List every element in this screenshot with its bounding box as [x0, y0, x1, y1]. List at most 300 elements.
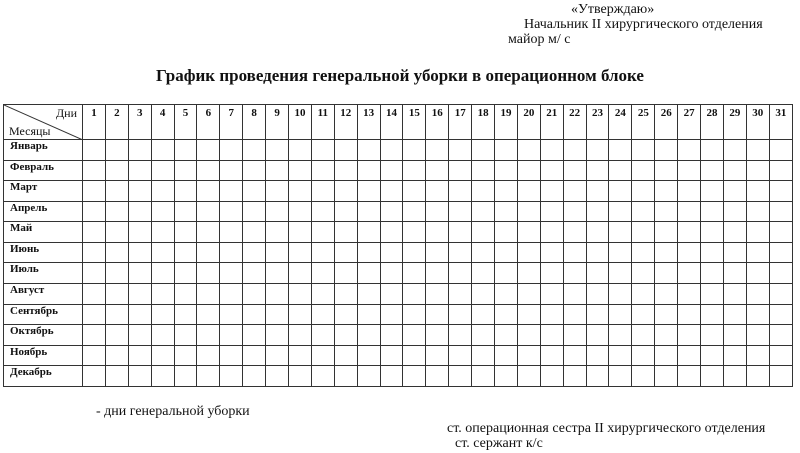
day-cell[interactable]: [289, 222, 312, 243]
day-cell[interactable]: [655, 242, 678, 263]
day-cell[interactable]: [769, 242, 792, 263]
day-cell[interactable]: [449, 160, 472, 181]
day-cell[interactable]: [678, 160, 701, 181]
day-cell[interactable]: [495, 181, 518, 202]
day-cell[interactable]: [311, 201, 334, 222]
day-cell[interactable]: [586, 366, 609, 387]
day-cell[interactable]: [540, 325, 563, 346]
day-cell[interactable]: [517, 325, 540, 346]
day-cell[interactable]: [289, 181, 312, 202]
day-cell[interactable]: [701, 181, 724, 202]
day-cell[interactable]: [266, 140, 289, 161]
day-cell[interactable]: [151, 366, 174, 387]
day-cell[interactable]: [105, 263, 128, 284]
day-cell[interactable]: [174, 263, 197, 284]
day-cell[interactable]: [540, 242, 563, 263]
day-cell[interactable]: [472, 160, 495, 181]
day-cell[interactable]: [678, 140, 701, 161]
day-cell[interactable]: [220, 222, 243, 243]
day-cell[interactable]: [83, 366, 106, 387]
day-cell[interactable]: [655, 284, 678, 305]
day-cell[interactable]: [678, 284, 701, 305]
day-cell[interactable]: [472, 222, 495, 243]
day-cell[interactable]: [83, 284, 106, 305]
day-cell[interactable]: [197, 304, 220, 325]
day-cell[interactable]: [701, 140, 724, 161]
day-cell[interactable]: [769, 366, 792, 387]
day-cell[interactable]: [289, 325, 312, 346]
day-cell[interactable]: [517, 366, 540, 387]
day-cell[interactable]: [678, 181, 701, 202]
day-cell[interactable]: [495, 284, 518, 305]
day-cell[interactable]: [563, 140, 586, 161]
day-cell[interactable]: [540, 201, 563, 222]
day-cell[interactable]: [334, 181, 357, 202]
day-cell[interactable]: [472, 345, 495, 366]
day-cell[interactable]: [609, 284, 632, 305]
day-cell[interactable]: [655, 345, 678, 366]
day-cell[interactable]: [380, 263, 403, 284]
day-cell[interactable]: [357, 201, 380, 222]
day-cell[interactable]: [105, 325, 128, 346]
day-cell[interactable]: [105, 181, 128, 202]
day-cell[interactable]: [311, 222, 334, 243]
day-cell[interactable]: [769, 222, 792, 243]
day-cell[interactable]: [495, 366, 518, 387]
day-cell[interactable]: [746, 222, 769, 243]
day-cell[interactable]: [311, 263, 334, 284]
day-cell[interactable]: [632, 325, 655, 346]
day-cell[interactable]: [632, 242, 655, 263]
day-cell[interactable]: [655, 201, 678, 222]
day-cell[interactable]: [197, 345, 220, 366]
day-cell[interactable]: [105, 222, 128, 243]
day-cell[interactable]: [517, 284, 540, 305]
day-cell[interactable]: [701, 263, 724, 284]
day-cell[interactable]: [174, 284, 197, 305]
day-cell[interactable]: [174, 242, 197, 263]
day-cell[interactable]: [311, 366, 334, 387]
day-cell[interactable]: [701, 242, 724, 263]
day-cell[interactable]: [151, 160, 174, 181]
day-cell[interactable]: [128, 366, 151, 387]
day-cell[interactable]: [311, 140, 334, 161]
day-cell[interactable]: [472, 140, 495, 161]
day-cell[interactable]: [174, 345, 197, 366]
day-cell[interactable]: [586, 242, 609, 263]
day-cell[interactable]: [495, 345, 518, 366]
day-cell[interactable]: [609, 242, 632, 263]
day-cell[interactable]: [220, 345, 243, 366]
day-cell[interactable]: [403, 284, 426, 305]
day-cell[interactable]: [380, 284, 403, 305]
day-cell[interactable]: [609, 263, 632, 284]
day-cell[interactable]: [517, 140, 540, 161]
day-cell[interactable]: [586, 201, 609, 222]
day-cell[interactable]: [472, 242, 495, 263]
day-cell[interactable]: [83, 242, 106, 263]
day-cell[interactable]: [128, 140, 151, 161]
day-cell[interactable]: [449, 263, 472, 284]
day-cell[interactable]: [540, 222, 563, 243]
day-cell[interactable]: [83, 263, 106, 284]
day-cell[interactable]: [174, 222, 197, 243]
day-cell[interactable]: [472, 304, 495, 325]
day-cell[interactable]: [449, 325, 472, 346]
day-cell[interactable]: [586, 325, 609, 346]
day-cell[interactable]: [540, 140, 563, 161]
day-cell[interactable]: [449, 242, 472, 263]
day-cell[interactable]: [380, 242, 403, 263]
day-cell[interactable]: [128, 325, 151, 346]
day-cell[interactable]: [426, 222, 449, 243]
day-cell[interactable]: [128, 201, 151, 222]
day-cell[interactable]: [746, 325, 769, 346]
day-cell[interactable]: [426, 284, 449, 305]
day-cell[interactable]: [609, 325, 632, 346]
day-cell[interactable]: [655, 263, 678, 284]
day-cell[interactable]: [357, 242, 380, 263]
day-cell[interactable]: [746, 242, 769, 263]
day-cell[interactable]: [609, 366, 632, 387]
day-cell[interactable]: [426, 304, 449, 325]
day-cell[interactable]: [220, 181, 243, 202]
day-cell[interactable]: [380, 140, 403, 161]
day-cell[interactable]: [334, 222, 357, 243]
day-cell[interactable]: [563, 222, 586, 243]
day-cell[interactable]: [151, 242, 174, 263]
day-cell[interactable]: [426, 160, 449, 181]
day-cell[interactable]: [472, 366, 495, 387]
day-cell[interactable]: [540, 160, 563, 181]
day-cell[interactable]: [197, 366, 220, 387]
day-cell[interactable]: [197, 201, 220, 222]
day-cell[interactable]: [334, 140, 357, 161]
day-cell[interactable]: [289, 242, 312, 263]
day-cell[interactable]: [289, 201, 312, 222]
day-cell[interactable]: [403, 160, 426, 181]
day-cell[interactable]: [586, 284, 609, 305]
day-cell[interactable]: [586, 222, 609, 243]
day-cell[interactable]: [746, 366, 769, 387]
day-cell[interactable]: [563, 181, 586, 202]
day-cell[interactable]: [220, 140, 243, 161]
day-cell[interactable]: [678, 263, 701, 284]
day-cell[interactable]: [128, 263, 151, 284]
day-cell[interactable]: [723, 181, 746, 202]
day-cell[interactable]: [243, 345, 266, 366]
day-cell[interactable]: [495, 160, 518, 181]
day-cell[interactable]: [266, 284, 289, 305]
day-cell[interactable]: [266, 242, 289, 263]
day-cell[interactable]: [609, 181, 632, 202]
day-cell[interactable]: [609, 304, 632, 325]
day-cell[interactable]: [289, 284, 312, 305]
day-cell[interactable]: [517, 160, 540, 181]
day-cell[interactable]: [243, 325, 266, 346]
day-cell[interactable]: [174, 201, 197, 222]
day-cell[interactable]: [769, 181, 792, 202]
day-cell[interactable]: [563, 284, 586, 305]
day-cell[interactable]: [517, 304, 540, 325]
day-cell[interactable]: [632, 263, 655, 284]
day-cell[interactable]: [83, 201, 106, 222]
day-cell[interactable]: [403, 242, 426, 263]
day-cell[interactable]: [495, 201, 518, 222]
day-cell[interactable]: [472, 284, 495, 305]
day-cell[interactable]: [449, 222, 472, 243]
day-cell[interactable]: [128, 181, 151, 202]
day-cell[interactable]: [426, 345, 449, 366]
day-cell[interactable]: [128, 284, 151, 305]
day-cell[interactable]: [403, 140, 426, 161]
day-cell[interactable]: [105, 304, 128, 325]
day-cell[interactable]: [197, 242, 220, 263]
day-cell[interactable]: [586, 140, 609, 161]
day-cell[interactable]: [746, 160, 769, 181]
day-cell[interactable]: [540, 304, 563, 325]
day-cell[interactable]: [266, 304, 289, 325]
day-cell[interactable]: [609, 140, 632, 161]
day-cell[interactable]: [701, 366, 724, 387]
day-cell[interactable]: [426, 140, 449, 161]
day-cell[interactable]: [357, 325, 380, 346]
day-cell[interactable]: [334, 201, 357, 222]
day-cell[interactable]: [563, 366, 586, 387]
day-cell[interactable]: [174, 140, 197, 161]
day-cell[interactable]: [289, 345, 312, 366]
day-cell[interactable]: [655, 181, 678, 202]
day-cell[interactable]: [655, 160, 678, 181]
day-cell[interactable]: [701, 160, 724, 181]
day-cell[interactable]: [220, 284, 243, 305]
day-cell[interactable]: [174, 160, 197, 181]
day-cell[interactable]: [334, 160, 357, 181]
day-cell[interactable]: [197, 160, 220, 181]
day-cell[interactable]: [563, 304, 586, 325]
day-cell[interactable]: [128, 242, 151, 263]
day-cell[interactable]: [586, 181, 609, 202]
day-cell[interactable]: [220, 304, 243, 325]
day-cell[interactable]: [334, 242, 357, 263]
day-cell[interactable]: [357, 284, 380, 305]
day-cell[interactable]: [723, 345, 746, 366]
day-cell[interactable]: [678, 201, 701, 222]
day-cell[interactable]: [380, 160, 403, 181]
day-cell[interactable]: [678, 345, 701, 366]
day-cell[interactable]: [517, 222, 540, 243]
day-cell[interactable]: [769, 325, 792, 346]
day-cell[interactable]: [746, 140, 769, 161]
day-cell[interactable]: [357, 263, 380, 284]
day-cell[interactable]: [105, 160, 128, 181]
day-cell[interactable]: [586, 304, 609, 325]
day-cell[interactable]: [449, 201, 472, 222]
day-cell[interactable]: [174, 325, 197, 346]
day-cell[interactable]: [311, 304, 334, 325]
day-cell[interactable]: [517, 242, 540, 263]
day-cell[interactable]: [540, 345, 563, 366]
day-cell[interactable]: [105, 345, 128, 366]
day-cell[interactable]: [403, 325, 426, 346]
day-cell[interactable]: [769, 140, 792, 161]
day-cell[interactable]: [357, 181, 380, 202]
day-cell[interactable]: [632, 284, 655, 305]
day-cell[interactable]: [723, 242, 746, 263]
day-cell[interactable]: [174, 181, 197, 202]
day-cell[interactable]: [449, 366, 472, 387]
day-cell[interactable]: [311, 345, 334, 366]
day-cell[interactable]: [174, 366, 197, 387]
day-cell[interactable]: [632, 140, 655, 161]
day-cell[interactable]: [311, 242, 334, 263]
day-cell[interactable]: [563, 242, 586, 263]
day-cell[interactable]: [220, 366, 243, 387]
day-cell[interactable]: [426, 181, 449, 202]
day-cell[interactable]: [128, 160, 151, 181]
day-cell[interactable]: [655, 366, 678, 387]
day-cell[interactable]: [197, 140, 220, 161]
day-cell[interactable]: [128, 304, 151, 325]
day-cell[interactable]: [746, 181, 769, 202]
day-cell[interactable]: [243, 366, 266, 387]
day-cell[interactable]: [220, 242, 243, 263]
day-cell[interactable]: [151, 325, 174, 346]
day-cell[interactable]: [403, 304, 426, 325]
day-cell[interactable]: [243, 222, 266, 243]
day-cell[interactable]: [243, 263, 266, 284]
day-cell[interactable]: [609, 201, 632, 222]
day-cell[interactable]: [220, 201, 243, 222]
day-cell[interactable]: [517, 201, 540, 222]
day-cell[interactable]: [769, 284, 792, 305]
day-cell[interactable]: [586, 345, 609, 366]
day-cell[interactable]: [266, 181, 289, 202]
day-cell[interactable]: [723, 263, 746, 284]
day-cell[interactable]: [678, 325, 701, 346]
day-cell[interactable]: [266, 325, 289, 346]
day-cell[interactable]: [83, 325, 106, 346]
day-cell[interactable]: [426, 201, 449, 222]
day-cell[interactable]: [197, 181, 220, 202]
day-cell[interactable]: [197, 263, 220, 284]
day-cell[interactable]: [105, 201, 128, 222]
day-cell[interactable]: [266, 160, 289, 181]
day-cell[interactable]: [403, 181, 426, 202]
day-cell[interactable]: [449, 181, 472, 202]
day-cell[interactable]: [723, 325, 746, 346]
day-cell[interactable]: [403, 222, 426, 243]
day-cell[interactable]: [746, 284, 769, 305]
day-cell[interactable]: [701, 284, 724, 305]
day-cell[interactable]: [357, 366, 380, 387]
day-cell[interactable]: [197, 222, 220, 243]
day-cell[interactable]: [289, 263, 312, 284]
day-cell[interactable]: [746, 304, 769, 325]
day-cell[interactable]: [723, 284, 746, 305]
day-cell[interactable]: [243, 181, 266, 202]
day-cell[interactable]: [609, 222, 632, 243]
day-cell[interactable]: [655, 222, 678, 243]
day-cell[interactable]: [311, 284, 334, 305]
day-cell[interactable]: [563, 263, 586, 284]
day-cell[interactable]: [701, 325, 724, 346]
day-cell[interactable]: [380, 366, 403, 387]
day-cell[interactable]: [563, 160, 586, 181]
day-cell[interactable]: [563, 325, 586, 346]
day-cell[interactable]: [266, 222, 289, 243]
day-cell[interactable]: [449, 140, 472, 161]
day-cell[interactable]: [243, 160, 266, 181]
day-cell[interactable]: [311, 181, 334, 202]
day-cell[interactable]: [769, 304, 792, 325]
day-cell[interactable]: [311, 325, 334, 346]
day-cell[interactable]: [517, 263, 540, 284]
day-cell[interactable]: [472, 181, 495, 202]
day-cell[interactable]: [723, 140, 746, 161]
day-cell[interactable]: [678, 242, 701, 263]
day-cell[interactable]: [151, 345, 174, 366]
day-cell[interactable]: [449, 345, 472, 366]
day-cell[interactable]: [105, 366, 128, 387]
day-cell[interactable]: [495, 242, 518, 263]
day-cell[interactable]: [380, 222, 403, 243]
day-cell[interactable]: [243, 304, 266, 325]
day-cell[interactable]: [563, 201, 586, 222]
day-cell[interactable]: [380, 325, 403, 346]
day-cell[interactable]: [151, 304, 174, 325]
day-cell[interactable]: [357, 140, 380, 161]
day-cell[interactable]: [746, 201, 769, 222]
day-cell[interactable]: [632, 345, 655, 366]
day-cell[interactable]: [105, 242, 128, 263]
day-cell[interactable]: [334, 345, 357, 366]
day-cell[interactable]: [83, 160, 106, 181]
day-cell[interactable]: [403, 366, 426, 387]
day-cell[interactable]: [723, 222, 746, 243]
day-cell[interactable]: [151, 284, 174, 305]
day-cell[interactable]: [746, 345, 769, 366]
day-cell[interactable]: [517, 181, 540, 202]
day-cell[interactable]: [197, 284, 220, 305]
day-cell[interactable]: [289, 160, 312, 181]
day-cell[interactable]: [380, 181, 403, 202]
day-cell[interactable]: [380, 345, 403, 366]
day-cell[interactable]: [609, 160, 632, 181]
day-cell[interactable]: [723, 160, 746, 181]
day-cell[interactable]: [357, 345, 380, 366]
day-cell[interactable]: [540, 181, 563, 202]
day-cell[interactable]: [632, 181, 655, 202]
day-cell[interactable]: [266, 345, 289, 366]
day-cell[interactable]: [357, 304, 380, 325]
day-cell[interactable]: [380, 304, 403, 325]
day-cell[interactable]: [83, 304, 106, 325]
day-cell[interactable]: [678, 366, 701, 387]
day-cell[interactable]: [609, 345, 632, 366]
day-cell[interactable]: [495, 263, 518, 284]
day-cell[interactable]: [472, 325, 495, 346]
day-cell[interactable]: [746, 263, 769, 284]
day-cell[interactable]: [701, 304, 724, 325]
day-cell[interactable]: [769, 160, 792, 181]
day-cell[interactable]: [586, 160, 609, 181]
day-cell[interactable]: [334, 366, 357, 387]
day-cell[interactable]: [426, 325, 449, 346]
day-cell[interactable]: [105, 140, 128, 161]
day-cell[interactable]: [243, 201, 266, 222]
day-cell[interactable]: [540, 284, 563, 305]
